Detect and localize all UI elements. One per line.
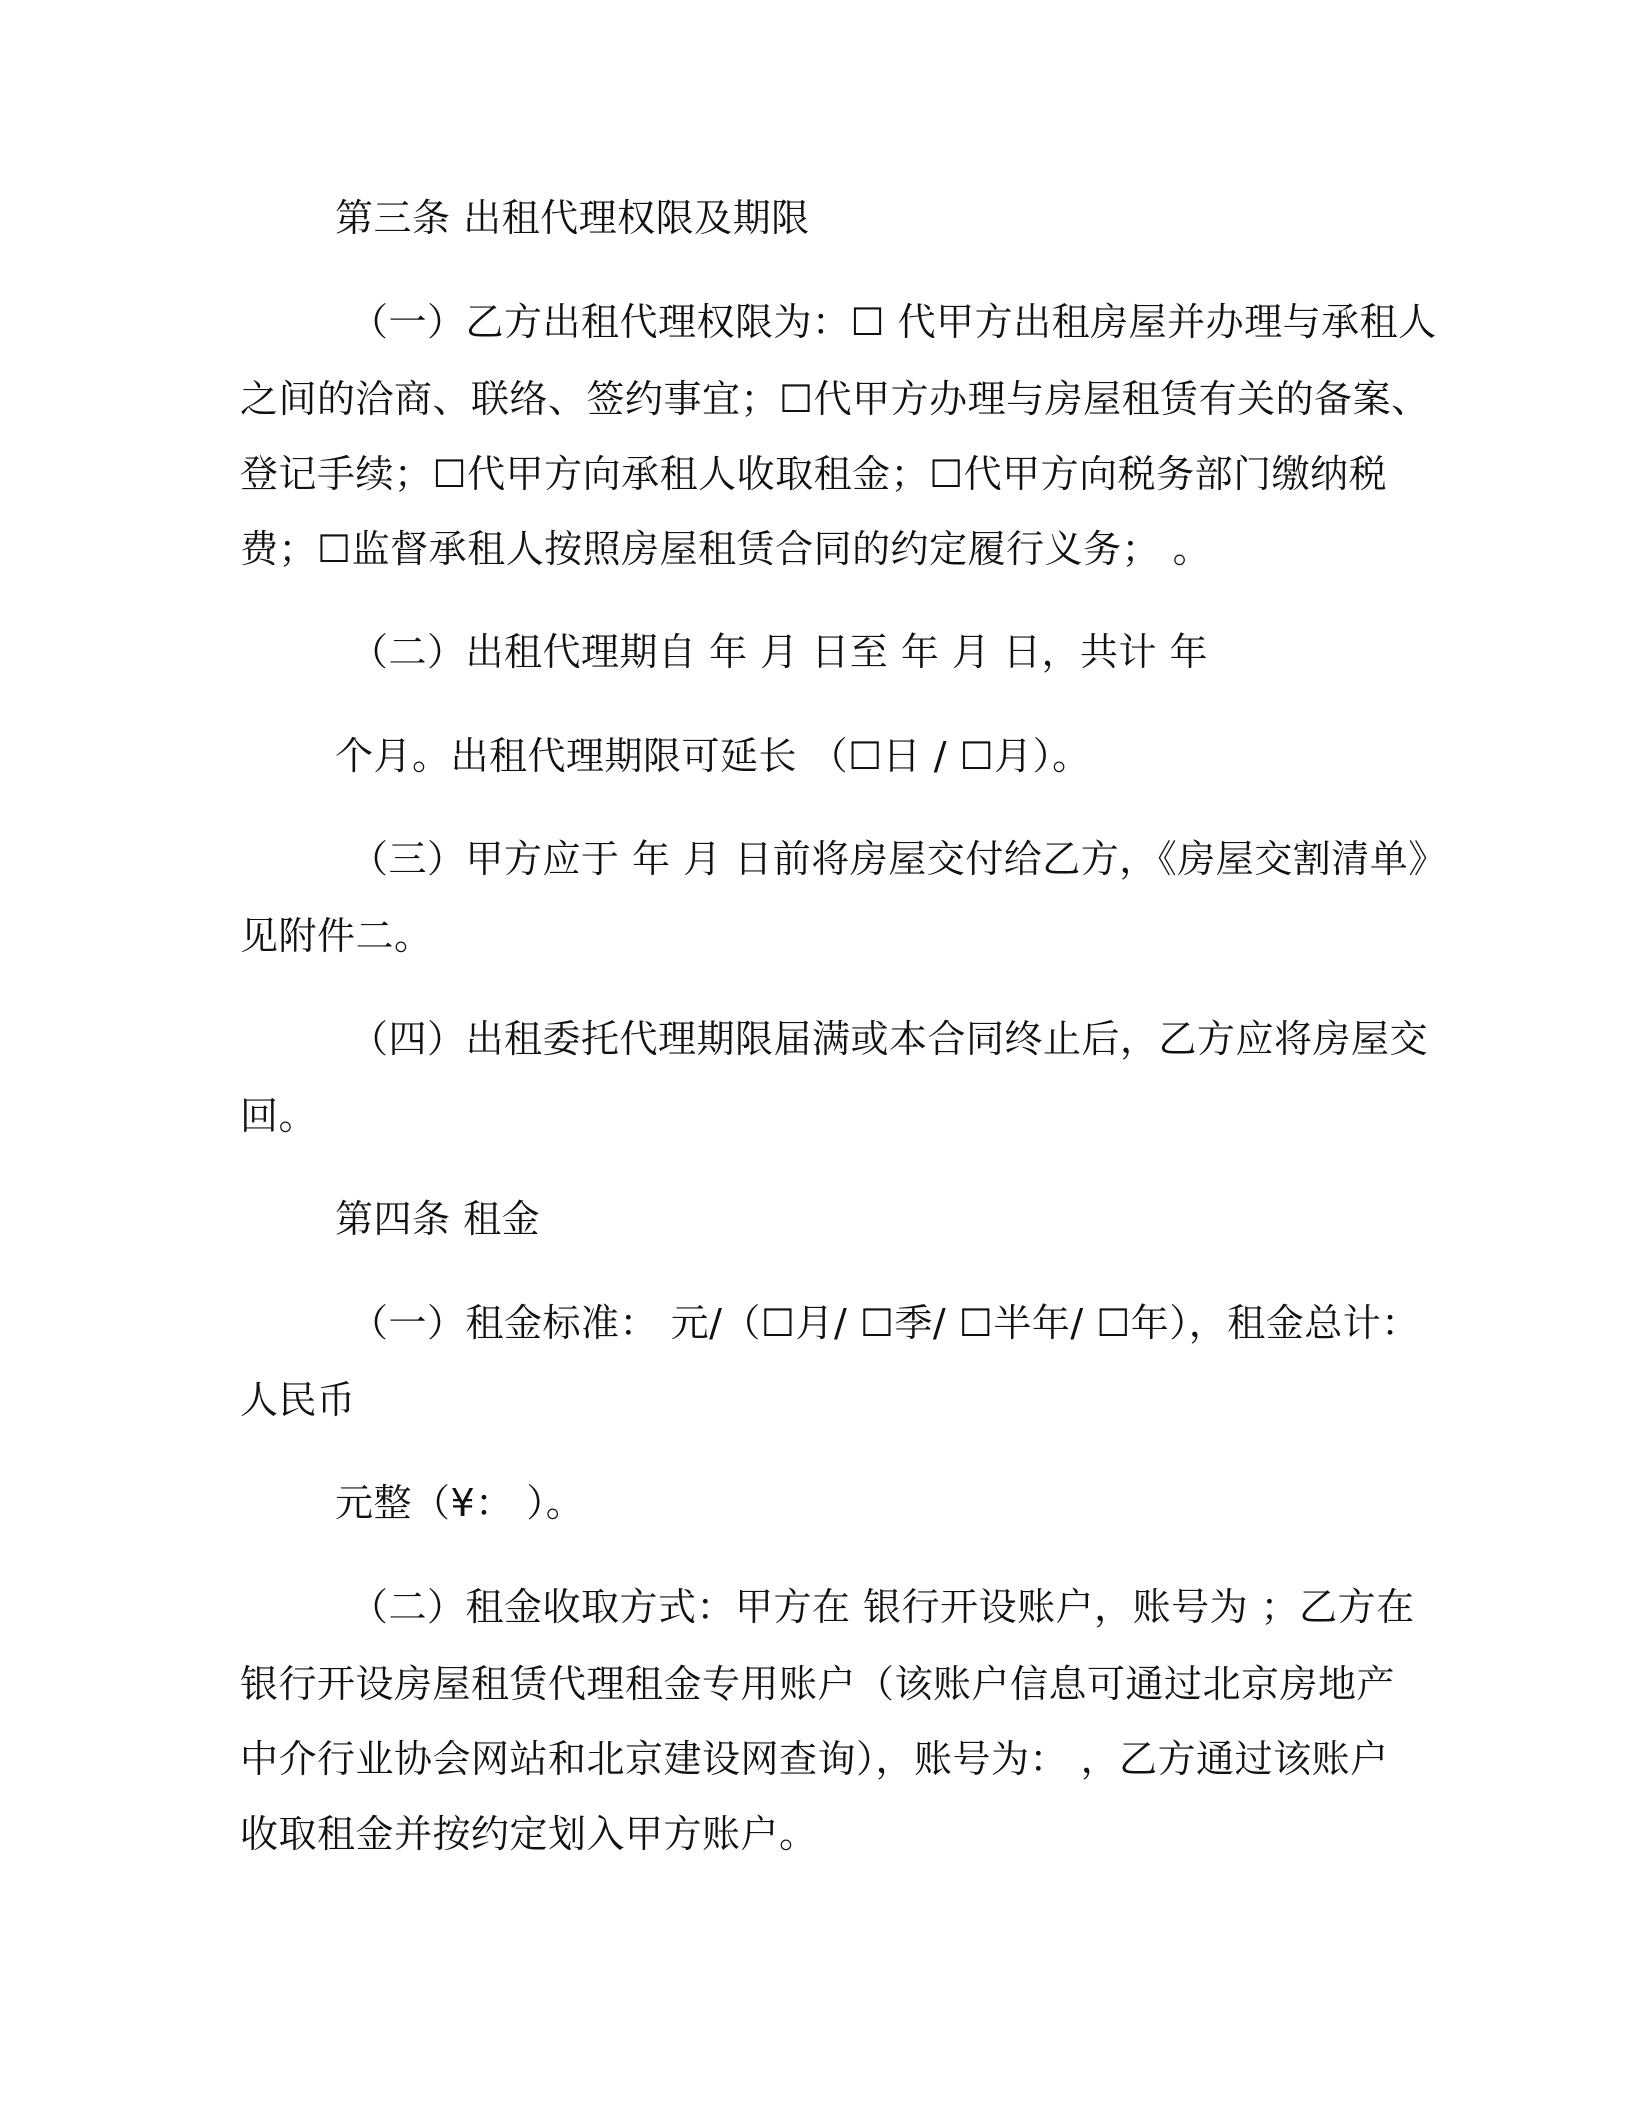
article3-item4-line2: 回。 xyxy=(240,1094,318,1138)
article3-item2-line1: （二）出租代理期自 年 月 日至 年 月 日，共计 年 xyxy=(350,630,1209,674)
article3-item3-line2: 见附件二。 xyxy=(240,914,433,958)
article4-item2-line1: （二）租金收取方式：甲方在 银行开设账户，账号为 ；乙方在 xyxy=(350,1585,1415,1629)
article3-item1-line4: 费；☐监督承租人按照房屋租赁合同的约定履行义务； 。 xyxy=(240,527,1212,571)
article3-item4-line1: （四）出租委托代理期限届满或本合同终止后，乙方应将房屋交 xyxy=(350,1017,1429,1061)
article4-item1-line1: （一）租金标准： 元/（☐月/ ☐季/ ☐半年/ ☐年），租金总计： xyxy=(350,1301,1420,1345)
article3-item3-line1: （三）甲方应于 年 月 日前将房屋交付给乙方，《房屋交割清单》 xyxy=(350,837,1447,881)
article3-item1-line1: （一）乙方出租代理权限为：☐ 代甲方出租房屋并办理与承租人 xyxy=(350,300,1437,344)
article4-item1-line3: 元整（¥： ）。 xyxy=(335,1481,585,1525)
article3-item2-line2: 个月。出租代理期限可延长 （☐日 / ☐月）。 xyxy=(335,734,1091,778)
article4-item2-line3: 中介行业协会网站和北京建设网查询），账号为： ，乙方通过该账户 xyxy=(240,1737,1389,1781)
article3-heading: 第三条 出租代理权限及期限 xyxy=(335,196,810,240)
article4-item2-line4: 收取租金并按约定划入甲方账户。 xyxy=(240,1812,818,1856)
article3-item1-line3: 登记手续；☐代甲方向承租人收取租金；☐代甲方向税务部门缴纳税 xyxy=(240,452,1388,496)
article4-item2-line2: 银行开设房屋租赁代理租金专用账户（该账户信息可通过北京房地产 xyxy=(240,1662,1396,1706)
article3-item1-line2: 之间的洽商、联络、签约事宜；☐代甲方办理与房屋租赁有关的备案、 xyxy=(240,377,1430,421)
article4-heading: 第四条 租金 xyxy=(335,1197,541,1241)
article4-item1-line2: 人民币 xyxy=(240,1378,356,1422)
